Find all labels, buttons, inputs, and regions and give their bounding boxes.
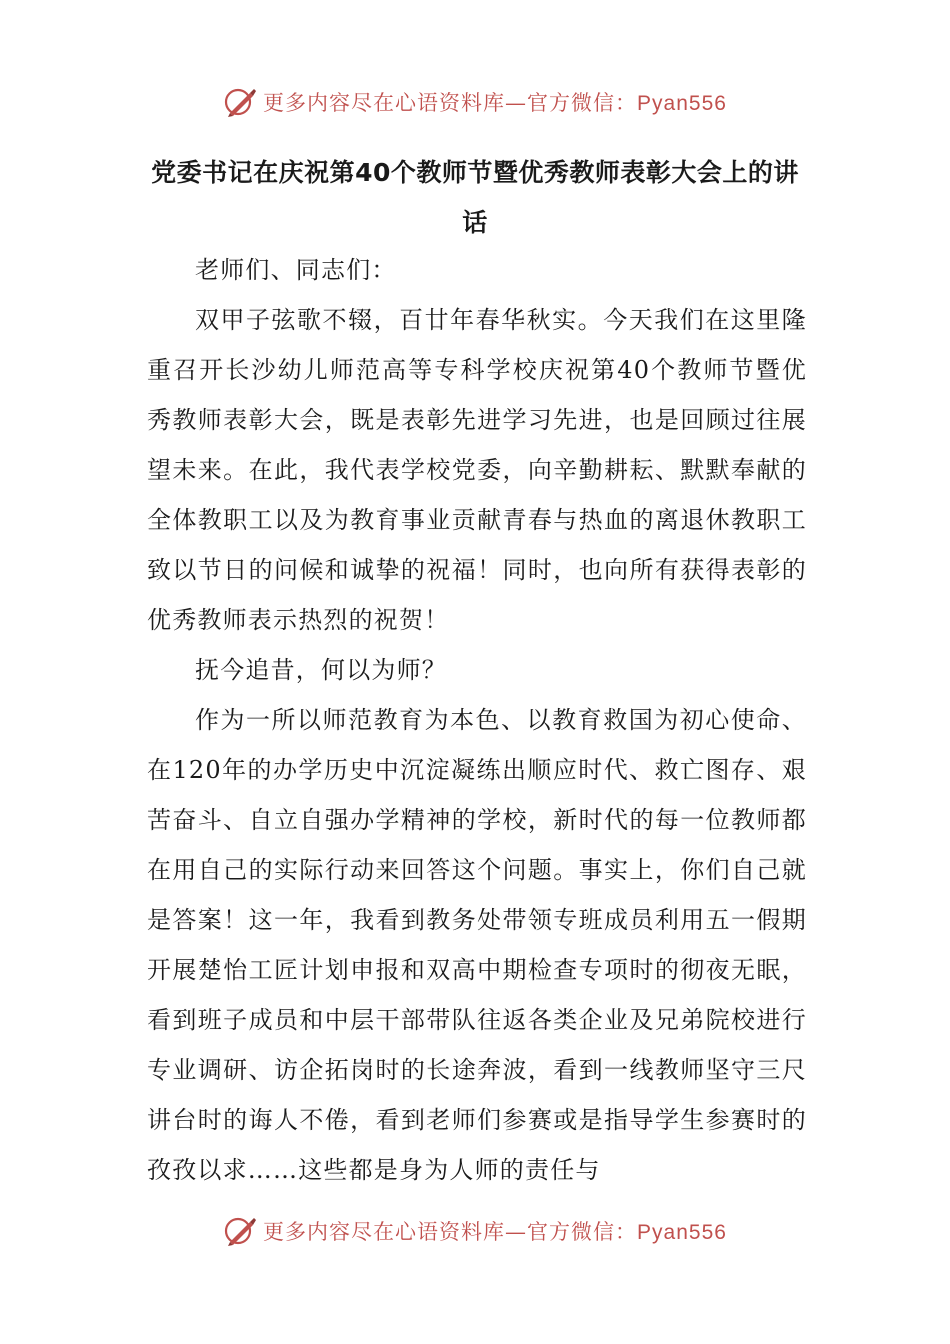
wechat-id: Pyan556 [637,92,727,115]
footer-banner [0,1211,950,1251]
body-paragraph: 抚今追昔，何以为师？ [195,656,447,684]
header-banner [0,82,950,122]
salutation-paragraph: 老师们、同志们： [195,256,397,284]
pen-logo-icon [223,1214,257,1248]
document-body [147,245,807,1195]
banner-text: 更多内容尽在心语资料库—官方微信：Pyan556 [263,91,727,115]
banner-text: 更多内容尽在心语资料库—官方微信：Pyan556 [263,1220,727,1244]
pen-logo-icon [223,85,257,119]
body-paragraph: 作为一所以师范教育为本色、以教育救国为初心使命、在120年的办学历史中沉淀凝练出顺应时代、救亡图存、艰苦奋斗、自立自强办学精神的学校，新时代的每一位教师都在用自己的实际行动来回答这个问题。事实上，你们自己就是答案！这一年，我看到教务处带领专班成员利用五一假期开展楚怡工匠计划申报和双高中期检查专项时的彻夜无眠，看到班子成员和中层干部带队往返各类企业及兄弟院校进行专业调研、访企拓岗时的长途奔波，看到一线教师坚守三尺讲台时的诲人不倦，看到老师们参赛或是指导学生参赛时的孜孜以求……这些都是身为人师的责任与 [147,706,807,1184]
wechat-id: Pyan556 [637,1221,727,1244]
document-title: 党委书记在庆祝第40个教师节暨优秀教师表彰大会上的讲话 [151,158,799,237]
body-paragraph: 双甲子弦歌不辍，百廿年春华秋实。今天我们在这里隆重召开长沙幼儿师范高等专科学校庆祝第40个教师节暨优秀教师表彰大会，既是表彰先进学习先进，也是回顾过往展望未来。在此，我代表学校党委，向辛勤耕耘、默默奉献的全体教职工以及为教育事业贡献青春与热血的离退休教职工致以节日的问候和诚挚的祝福！同时，也向所有获得表彰的优秀教师表示热烈的祝贺！ [147,306,807,634]
